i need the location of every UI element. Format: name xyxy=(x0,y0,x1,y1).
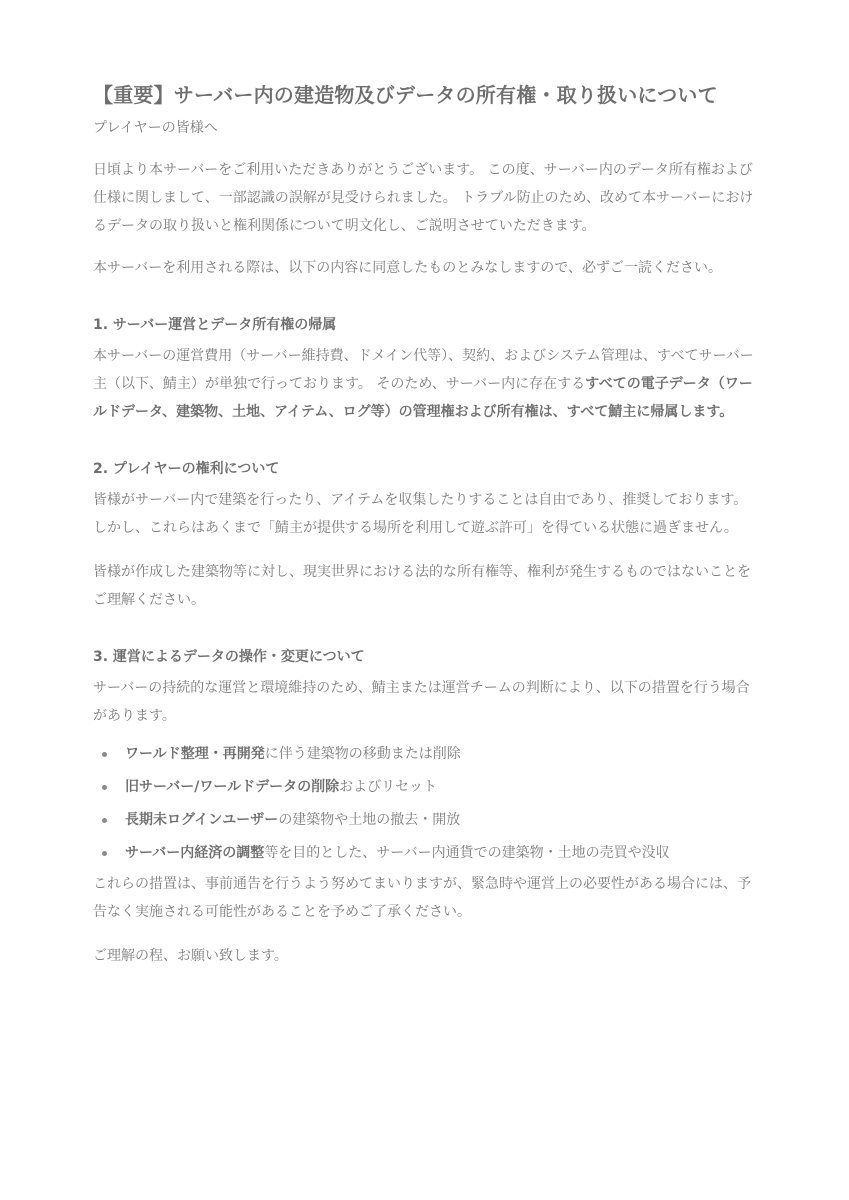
list-item-text: およびリセット xyxy=(339,779,438,795)
section-2-heading: 2. プレイヤーの権利について xyxy=(93,461,280,477)
list-item-emphasis: ワールド整理・再開発 xyxy=(125,746,265,762)
list-item-text: の建築物や土地の撤去・開放 xyxy=(278,812,461,828)
list-item xyxy=(93,771,757,804)
list-item xyxy=(93,738,757,771)
bullet-icon xyxy=(102,851,107,856)
list-item xyxy=(93,837,757,870)
section-1-body xyxy=(93,342,757,426)
section-1-emphasis: すべての電子データ（ワールドデータ、建築物、土地、アイテム、ログ等）の管理権および所有権は、すべて鯖主に帰属します。 xyxy=(93,376,753,420)
list-item-text: に伴う建築物の移動または削除 xyxy=(264,746,461,762)
section-2-paragraph-1: 皆様がサーバー内で建築を行ったり、アイテムを収集したりすることは自由であり、推奨しております。 しかし、これらはあくまで「鯖主が提供する場所を利用して遊ぶ許可」を得ている状態に過ぎません。 xyxy=(93,492,748,536)
list-item xyxy=(93,804,757,837)
bullet-icon xyxy=(102,785,107,790)
page-title: 【重要】サーバー内の建造物及びデータの所有権・取り扱いについて xyxy=(93,83,718,107)
salutation: プレイヤーの皆様へ xyxy=(93,120,218,136)
bullet-icon xyxy=(102,818,107,823)
section-2-paragraph-2: 皆様が作成した建築物等に対し、現実世界における法的な所有権等、権利が発生するものではないことをご理解ください。 xyxy=(93,564,751,608)
intro-paragraph: 日頃より本サーバーをご利用いただきありがとうございます。 この度、サーバー内のデータ所有権および仕様に関しまして、一部認識の誤解が見受けられました。 トラブル防止のため、改めて本サーバーにおけるデータの取り扱いと権利関係について明文化し、ご説明させていただきます。 xyxy=(93,162,754,234)
list-item-text: 等を目的とした、サーバー内通貨での建築物・土地の売買や没収 xyxy=(264,845,670,861)
section-3-lead: サーバーの持続的な運営と環境維持のため、鯖主または運営チームの判断により、以下の措置を行う場合があります。 xyxy=(93,680,750,724)
measures-list xyxy=(93,738,757,870)
section-3-note: これらの措置は、事前通告を行うよう努めてまいりますが、緊急時や運営上の必要性がある場合には、予告なく実施される可能性があることを予めご了承ください。 xyxy=(93,876,751,920)
section-1-heading: 1. サーバー運営とデータ所有権の帰属 xyxy=(93,317,337,333)
list-item-emphasis: 旧サーバー/ワールドデータの削除 xyxy=(125,779,340,795)
list-item-emphasis: サーバー内経済の調整 xyxy=(125,845,265,861)
list-item-emphasis: 長期未ログインユーザー xyxy=(125,812,279,828)
agreement-paragraph: 本サーバーを利用される際は、以下の内容に同意したものとみなしますので、必ずご一読ください。 xyxy=(93,260,723,276)
closing-line: ご理解の程、お願い致します。 xyxy=(93,948,288,964)
section-1-text: 本サーバーの運営費用（サーバー維持費、ドメイン代等）、契約、およびシステム管理は、すべてサーバー主（以下、鯖主）が単独で行っております。 そのため、サーバー内に存在する xyxy=(93,348,754,392)
bullet-icon xyxy=(102,752,107,757)
section-3-heading: 3. 運営によるデータの操作・変更について xyxy=(93,649,365,665)
notice-document xyxy=(93,78,757,970)
